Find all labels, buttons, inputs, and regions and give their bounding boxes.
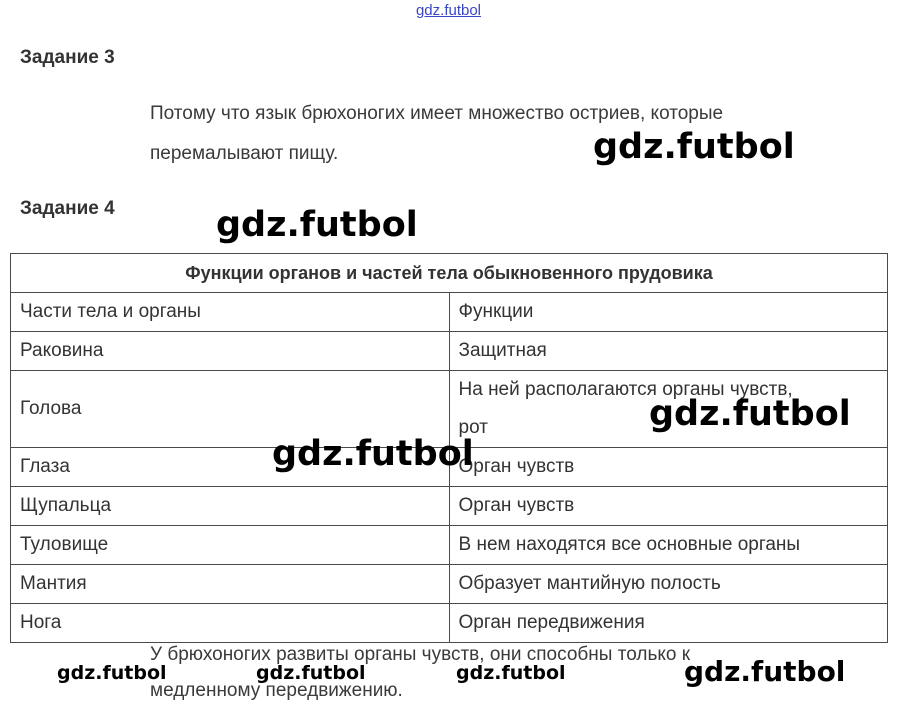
table-cell-part: Щупальца <box>11 487 450 526</box>
watermark: gdz.futbol <box>649 394 851 434</box>
table-cell-part: Части тела и органы <box>11 293 450 332</box>
watermark: gdz.futbol <box>684 655 846 688</box>
watermark: gdz.futbol <box>57 662 167 684</box>
table-title-row <box>11 254 888 293</box>
table-cell-part: Туловище <box>11 526 450 565</box>
table-title: Функции органов и частей тела обыкновенного прудовика <box>11 254 888 293</box>
table-row <box>11 526 888 565</box>
watermark: gdz.futbol <box>256 662 366 684</box>
table-cell-part: Раковина <box>11 332 450 371</box>
table-row <box>11 332 888 371</box>
table-cell-function-line1: На ней располагаются органы чувств, <box>458 379 793 400</box>
table-cell-part: Голова <box>11 371 450 448</box>
watermark: gdz.futbol <box>272 434 474 474</box>
watermark: gdz.futbol <box>456 662 566 684</box>
table-row <box>11 565 888 604</box>
watermark: gdz.futbol <box>216 205 418 245</box>
table-cell-function: В нем находятся все основные органы <box>449 526 888 565</box>
table-row <box>11 293 888 332</box>
table-cell-function: Образует мантийную полость <box>449 565 888 604</box>
table-cell-function: Защитная <box>449 332 888 371</box>
task4-heading: Задание 4 <box>20 198 115 219</box>
table-cell-part: Глаза <box>11 448 450 487</box>
task3-heading: Задание 3 <box>20 47 115 68</box>
top-watermark-link[interactable]: gdz.futbol <box>415 2 482 19</box>
table-cell-function: Орган чувств <box>449 448 888 487</box>
task4-conclusion-line2: медленному передвижению. <box>150 680 403 701</box>
table-cell-function-line2: рот <box>458 417 488 438</box>
task4-conclusion-line1: У брюхоногих развиты органы чувств, они способны только к <box>150 644 691 665</box>
task4-conclusion <box>150 637 690 709</box>
watermark: gdz.futbol <box>593 127 795 167</box>
table-cell-function: Орган передвижения <box>449 604 888 643</box>
table-cell-function: Функции <box>449 293 888 332</box>
table-cell-part: Нога <box>11 604 450 643</box>
task3-answer-line2: перемалывают пищу. <box>150 143 339 164</box>
table-cell-function: Орган чувств <box>449 487 888 526</box>
table-cell-part: Мантия <box>11 565 450 604</box>
task3-answer-line1: Потому что язык брюхоногих имеет множество остриев, которые <box>150 103 724 124</box>
table-row <box>11 487 888 526</box>
